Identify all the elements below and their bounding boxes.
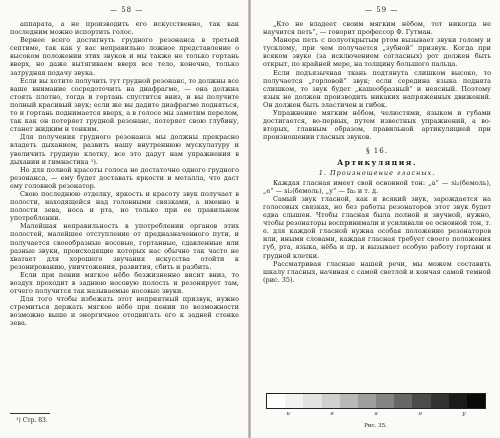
vowel-label: о xyxy=(418,411,422,417)
paragraph: Вернее всего достигнуть грудного резонанса в третьей септиме, так как у вас неправильно ложное представление о высоком положении этих звуков и мы также не только гортань вверх, но даже вытягиваем вверх все тело, конечно, только затрудняя подачу звука. xyxy=(10,36,239,77)
vowel-gradient-bar xyxy=(266,393,486,409)
section-heading xyxy=(263,147,491,176)
paragraph: аппарата, а не производить его искусственно, так как последним можно испортить голос. xyxy=(10,20,239,37)
vowel-label: е xyxy=(330,411,334,417)
section-number: § 16. xyxy=(366,147,388,156)
left-page xyxy=(0,0,249,438)
figure-caption: Рис. 35. xyxy=(364,423,387,429)
right-page xyxy=(251,0,500,438)
paragraph: Если при пении мягкое нёбо безжизненно висит вниз, то воздух проходит в заднюю носовую полость и резонирует там, отчего получится так называемые носовые звуки. xyxy=(10,270,239,296)
paragraph: Рассматривая гласные нашей речи, мы можем составить шкалу гласных, начиная с самой светлой и кончая самой темной (рис. 35). xyxy=(263,259,491,284)
section-title: Артикуляция. xyxy=(337,157,417,167)
paragraph: Если подъязычная ткань подтянута слишком высоко, то получается „горловой“ звук; если середина языка поднята слишком, то звук будет „кашеобразный“ и неясный. Поэтому язык не должен производить никаких напряженных движений. Он должен быть эластичен и гибок. xyxy=(263,68,491,109)
vowel-scale-figure xyxy=(266,393,486,422)
subsection-title: 1. Произношение гласных. xyxy=(318,168,436,177)
paragraph: Самый звук гласной, как и всякий звук, зарождается на голосовых связках, но без работы резонаторов этот звук будет едва слышен. Чтобы гласная была полной и звучной, нужно, чтобы резонаторы воспринимали и усиливали ее основной тон, т. е. для каждой гласной нужна особая положение резонаторов или, иными словами, каждая гласная требует своего положения губ, рта, языка, нёба и пр. и вызывает особую работу гортани и грудной клетки. xyxy=(263,194,491,260)
paragraph: Упражнение мягким нёбом, челюстями, языком и губами достигается, во-первых, путем известных упражнений, а во-вторых, главным образом, правильной артикуляцией при произношении гласных звуков. xyxy=(263,109,491,142)
paragraph: Каждая гласная имеет свой основной тон: „а“ — si₂(бемоль), „е“ — si₂(бемоль), „у“ — fa₂ и т. д. xyxy=(263,178,491,195)
paragraph: Манера петь с полуоткрытым ртом вызывает звуки голому и тусклому, при чем получается „зубной“ призвук. Когда при всяком звуке (за исключением согласных) рот должен быть открыт, по крайней мере, на толщину большого пальца. xyxy=(263,36,491,69)
vowel-label: и xyxy=(286,411,290,417)
left-page-body xyxy=(10,20,239,328)
paragraph: Для получения грудного резонанса мы должны прекрасно владеть дыханием, развить нашу внутреннюю мускулатуру и увеличить грудную клетку, все это дадут нам упражнения в дыхании и гимнастика ¹). xyxy=(10,133,239,166)
vowel-label: у xyxy=(462,411,466,417)
right-page-body xyxy=(263,20,491,284)
page-number: — 58 — xyxy=(110,6,144,14)
paragraph: Если вы хотите получить тут грудной резонанс, то должны все ваше внимание сосредоточить на диафрагме, — она должна стоять плотно, тогда и гортань спустится вниз, и вы получите полный красивый звук; если же вы дадите диафрагме подняться, то и гортань поднимается вверх, а в голосе мы заметим перелом, так как он потеряет грудной резонанс, потеряет свою глубину, станет жидким и тонким. xyxy=(10,76,239,134)
paragraph: Малейшая неправильность в употреблении органов этих полостей, малейшее отступление от предназначенного пути, и получается своеобразные носовые, гортанные, сдавленные или разные звуки, происходящие которых нас обычно так часто не хватает для хорошего звучания искусства отойти к резонированию, уничтожения, развития, сбить и разбить. xyxy=(10,222,239,271)
paragraph: „Кто не владеет своим мягким нёбом, тот никогда не научится петь“, — говорит профессор Ф. Гутман. xyxy=(263,20,491,37)
vowel-label: а xyxy=(374,411,378,417)
footnote-rule xyxy=(10,413,50,414)
paragraph: Свою последнюю отделку, яркость и красоту звук получает в полости, находящейся над головными связками, а именно в полости зева, носа и рта, но только при ее правильном употреблении. xyxy=(10,189,239,223)
paragraph: Для того чтобы избежать этот неприятный призвук, нужно стремиться держать мягкое нёбо при пении по возможности возможно выше и энергичнее отодвигать его к задней стенке зева. xyxy=(10,295,239,328)
footnote: ¹) Стр. 83. xyxy=(16,417,48,424)
paragraph: Но для полной красоты голоса не достаточно одного грудного резонанса, — ему будет доставать яркости и металла, что даст ему головной резонатор. xyxy=(10,165,239,190)
vowel-letters xyxy=(266,411,486,417)
page-number: — 59 — xyxy=(365,6,399,14)
